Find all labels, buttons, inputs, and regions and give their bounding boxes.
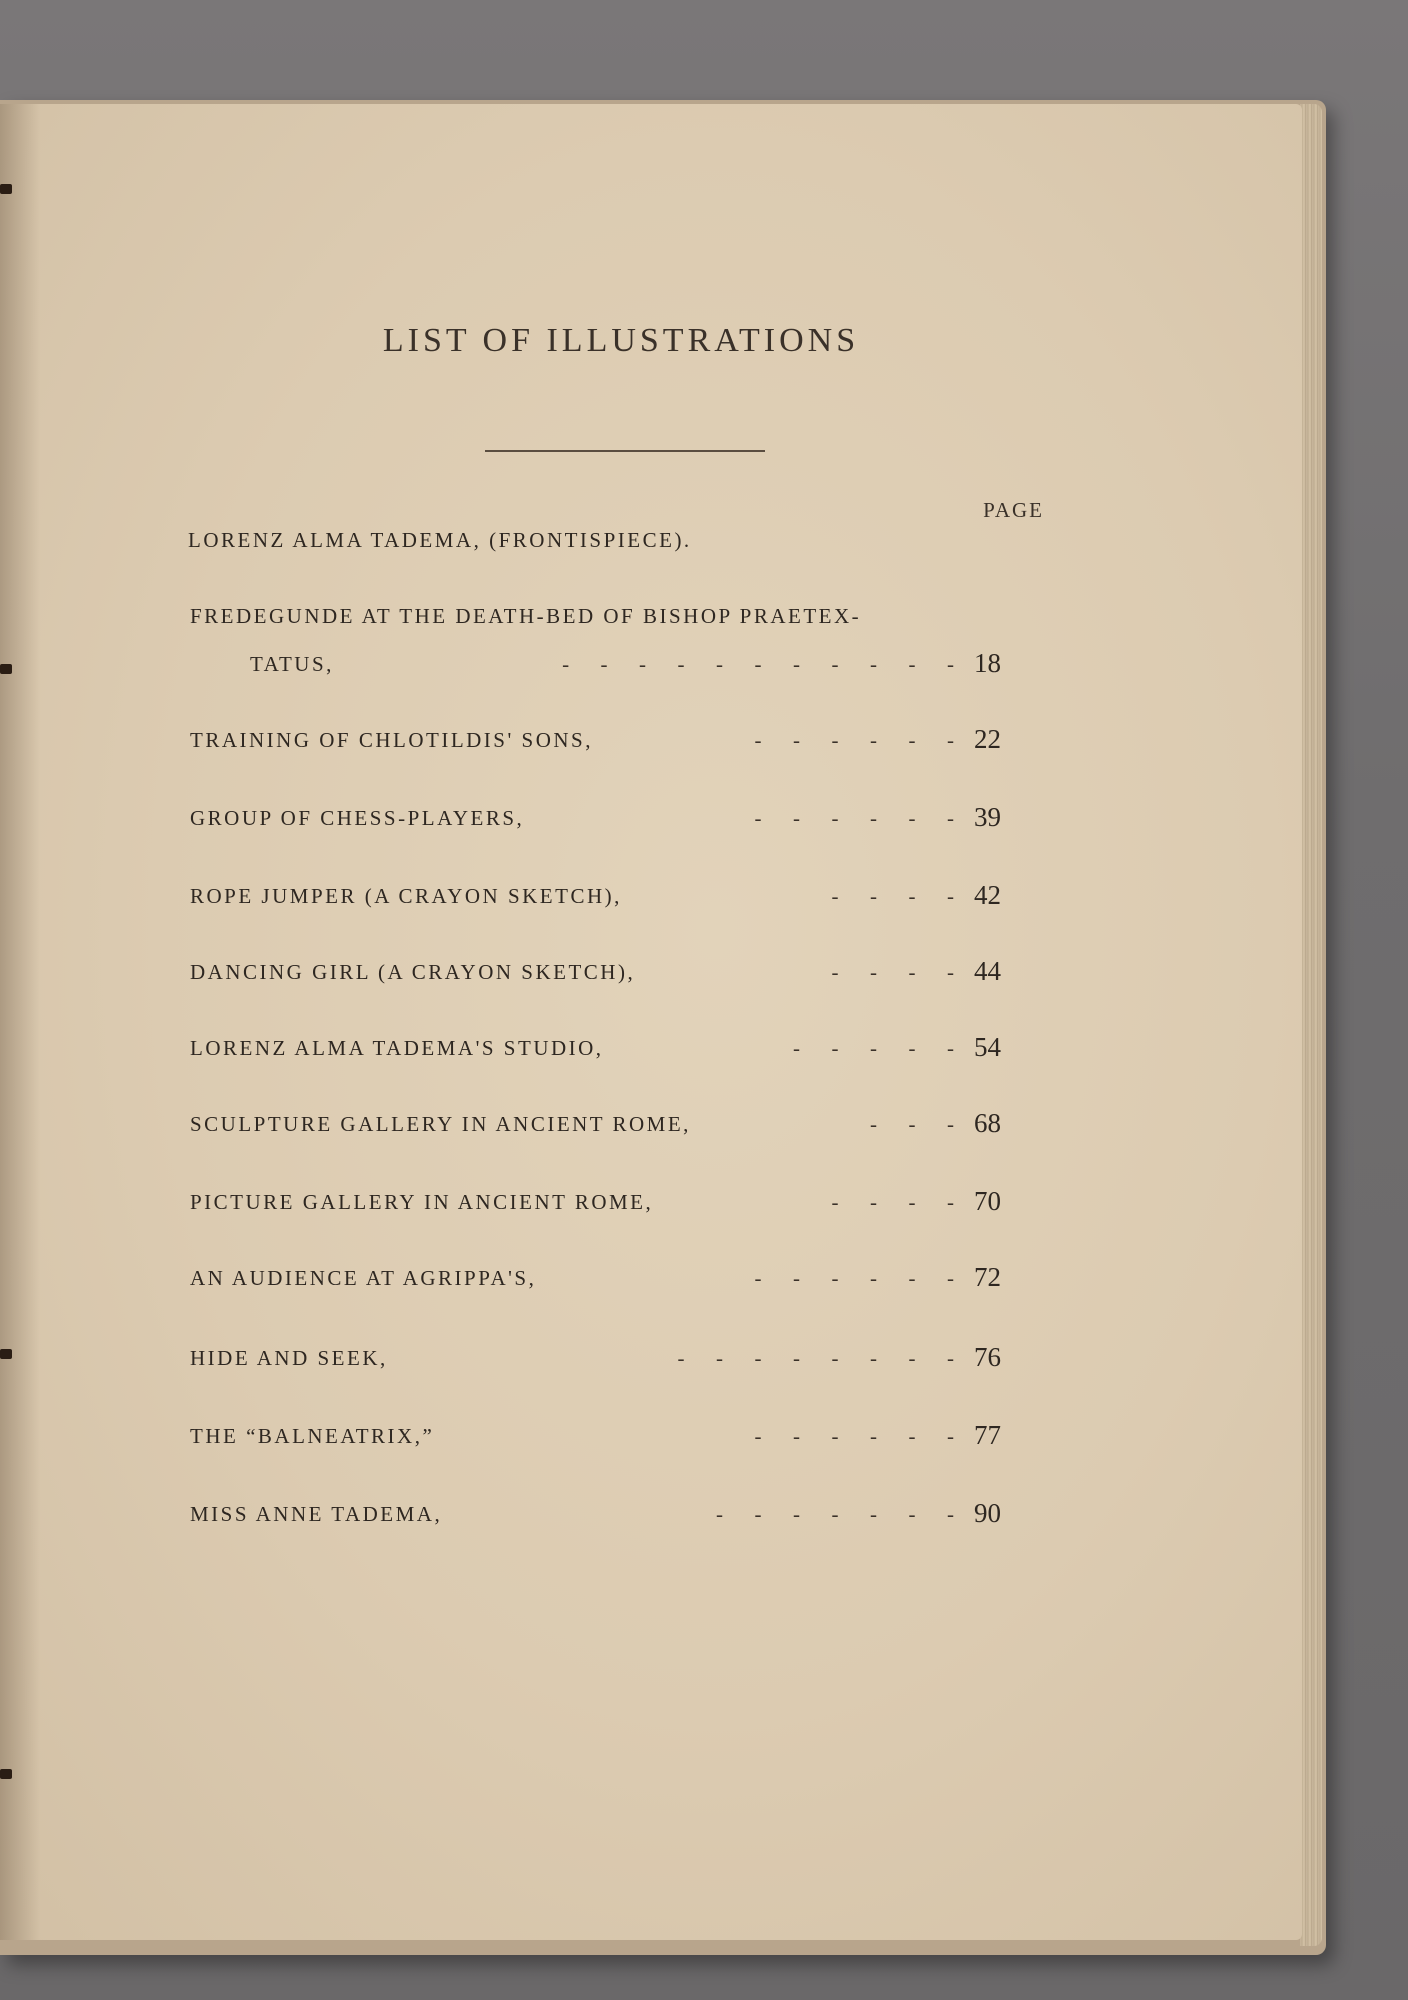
list-item (190, 1262, 1024, 1306)
list-item (190, 1108, 1024, 1152)
entry-page-number: 22 (974, 724, 1001, 754)
entry-page-number: 72 (974, 1262, 1001, 1292)
binding-stitch (0, 1349, 12, 1359)
entry-page-number: 18 (974, 648, 1001, 678)
dot-leader: - - - - - - (754, 1266, 954, 1290)
list-item (190, 880, 1024, 924)
list-item (190, 1342, 1024, 1386)
dot-leader: - - - - - - (754, 728, 954, 752)
entry-page-number: 68 (974, 1108, 1001, 1138)
list-item-continuation (190, 648, 1024, 692)
dot-leader: - - - - - - - (716, 1502, 954, 1526)
dot-leader: - - - - - - (754, 1424, 954, 1448)
binding-stitch (0, 664, 12, 674)
list-item (190, 1032, 1024, 1076)
entry-page-number: 44 (974, 956, 1001, 986)
list-item (190, 956, 1024, 1000)
entry-title: TRAINING OF CHLOTILDIS' SONS, (190, 728, 593, 752)
dot-leader: - - - (870, 1112, 954, 1136)
dot-leader: - - - - (831, 1190, 954, 1214)
dot-leader: - - - - - - - - - - - (562, 652, 954, 676)
list-item (190, 1420, 1024, 1464)
dot-leader: - - - - (831, 960, 954, 984)
page-title: LIST OF ILLUSTRATIONS (382, 322, 860, 359)
dot-leader: - - - - - (793, 1036, 954, 1060)
dot-leader: - - - - (831, 884, 954, 908)
entry-title: FREDEGUNDE AT THE DEATH-BED OF BISHOP PRAETEX- (190, 604, 862, 628)
list-item (190, 802, 1024, 846)
entry-page-number: 90 (974, 1498, 1001, 1528)
entry-title: LORENZ ALMA TADEMA, (FRONTISPIECE). (188, 528, 692, 552)
entry-title: PICTURE GALLERY IN ANCIENT ROME, (190, 1190, 654, 1214)
entry-page-number: 39 (974, 802, 1001, 832)
entry-title: HIDE AND SEEK, (190, 1346, 388, 1370)
title-rule (485, 450, 765, 452)
binding-stitch (0, 1769, 12, 1779)
book-page (0, 104, 1302, 1940)
entry-title: LORENZ ALMA TADEMA'S STUDIO, (190, 1036, 604, 1060)
list-item (190, 604, 1024, 644)
page-edges (1300, 104, 1322, 1946)
entry-title: DANCING GIRL (A CRAYON SKETCH), (190, 960, 636, 984)
entry-page-number: 42 (974, 880, 1001, 910)
gutter-shadow (0, 104, 40, 1940)
entry-title: SCULPTURE GALLERY IN ANCIENT ROME, (190, 1112, 691, 1136)
entry-title: THE “BALNEATRIX,” (190, 1424, 435, 1448)
entry-page-number: 77 (974, 1420, 1001, 1450)
entry-page-number: 70 (974, 1186, 1001, 1216)
entry-title: ROPE JUMPER (A CRAYON SKETCH), (190, 884, 622, 908)
list-item (190, 1498, 1024, 1542)
entry-page-number: 76 (974, 1342, 1001, 1372)
list-item (190, 1186, 1024, 1230)
entry-title: MISS ANNE TADEMA, (190, 1502, 443, 1526)
entry-title-continuation: TATUS, (250, 652, 334, 676)
list-item (190, 724, 1024, 768)
entry-title: GROUP OF CHESS-PLAYERS, (190, 806, 525, 830)
dot-leader: - - - - - - - - (677, 1346, 954, 1370)
frontispiece-entry (188, 528, 1022, 568)
entry-title: AN AUDIENCE AT AGRIPPA'S, (190, 1266, 537, 1290)
dot-leader: - - - - - - (754, 806, 954, 830)
entry-page-number: 54 (974, 1032, 1001, 1062)
binding-stitch (0, 184, 12, 194)
page-column-label: PAGE (983, 498, 1044, 522)
